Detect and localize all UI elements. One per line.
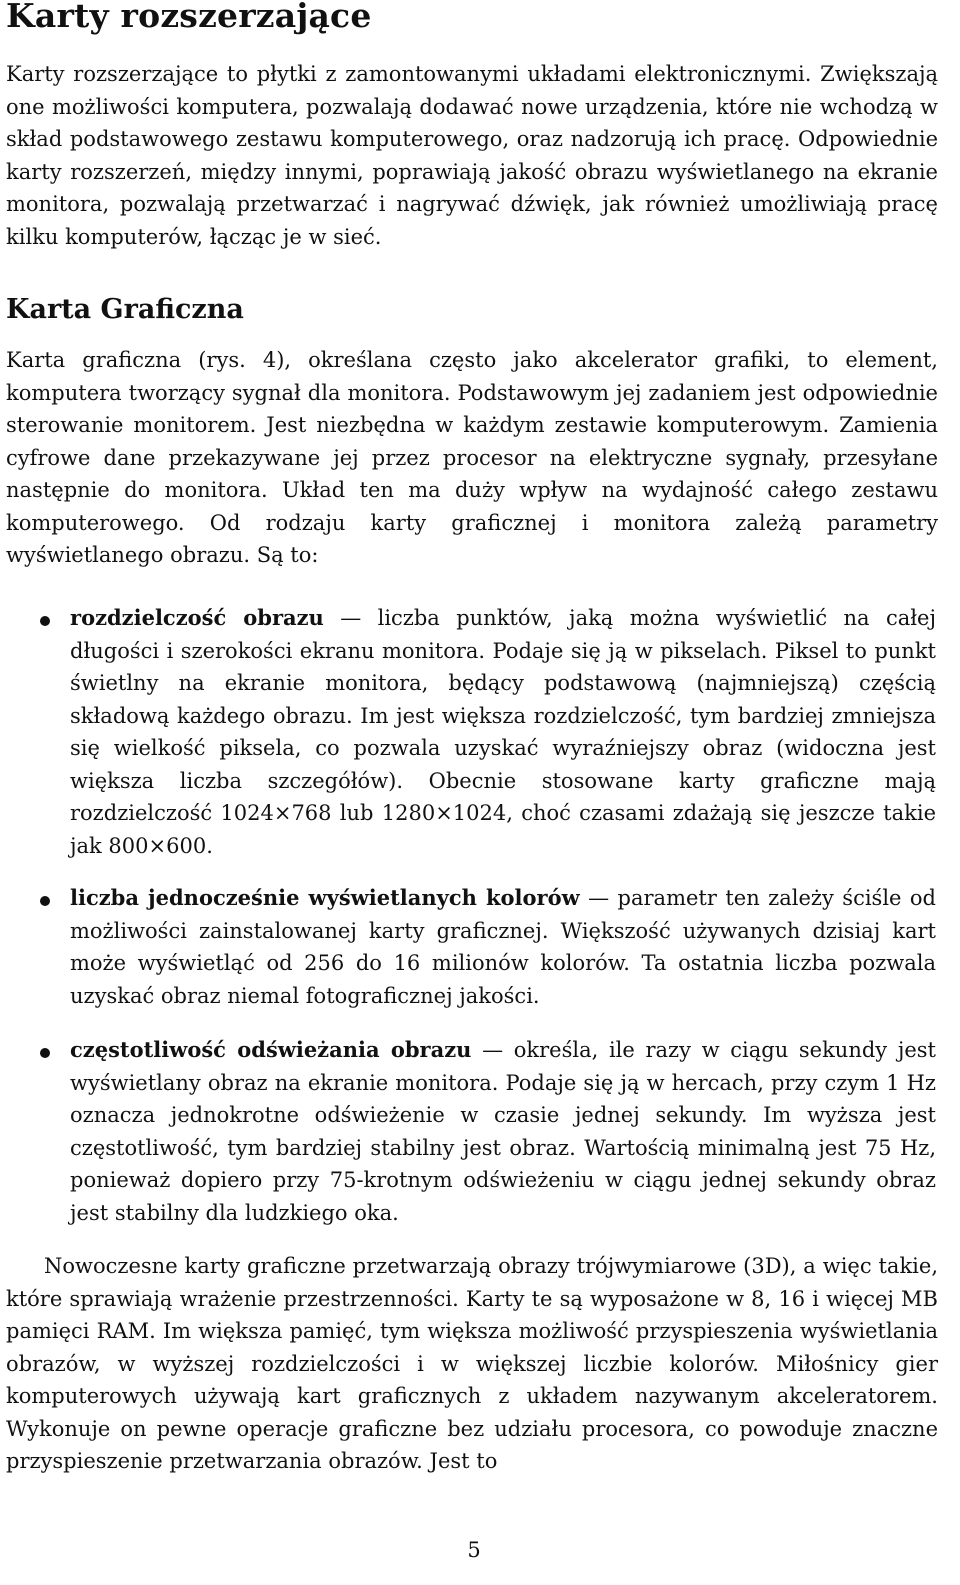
page-title: Karty rozszerzające [6,0,372,35]
bullet-icon [40,896,50,906]
list-item-term: rozdzielczość obrazu [70,605,324,630]
section-heading: Karta Graficzna [6,294,244,325]
list-item-text [70,1034,936,1229]
bullet-icon [40,616,50,626]
list-item-description: — parametr ten zależy ściśle od możliwości zainstalowanej karty graficznej. Większość używanych dzisiaj kart może wyświetląć od 256 do 16 milionów kolorów. Ta ostatnia liczba pozwala uzyskać obraz niemal fotograficznej jakości. [70,886,937,1008]
list-item [6,602,942,862]
closing-paragraph: Nowoczesne karty graficzne przetwarzają obrazy trójwymiarowe (3D), a więc takie, które sprawiają wrażenie przestrzenności. Karty te są wyposażone w 8, 16 i więcej MB pamięci RAM. Im większa pamięć, tym większa możliwość przyspieszenia wyświetlania obrazów, w wyższej rozdzielczości i w większej liczbie kolorów. Miłośnicy gier komputerowych używają kart graficznych z układem nazywanym akceleratorem. Wykonuje on pewne operacje graficzne bez udziału procesora, co powoduje znaczne przyspieszenie przetwarzania obrazów. Jest to [6,1254,938,1473]
list-item-text [70,602,936,862]
page-number: 5 [467,1538,481,1562]
intro-paragraph: Karty rozszerzające to płytki z zamontowanymi układami elektronicznymi. Zwiększają one możliwości komputera, pozwalają dodawać nowe urządzenia, które nie wchodzą w skład podstawowego zestawu komputerowego, oraz nadzorują ich pracę. Odpowiednie karty rozszerzeń, między innymi, poprawiają jakość obrazu wyświetlanego na ekranie monitora, pozwalają przetwarzać i nagrywać dźwięk, jak również umożliwiają pracę kilku komputerów, łącząc je w sieć. [6,62,938,249]
list-item [6,1034,942,1229]
list-item-term: liczba jednocześnie wyświetlanych kolorów [70,885,580,910]
list-item-description: — określa, ile razy w ciągu sekundy jest wyświetlany obraz na ekranie monitora. Podaje się ją w hercach, przy czym 1 Hz oznacza jednokrotne odświeżenie w czasie jednej sekundy. Im wyższa jest częstotliwość, tym bardziej stabilny jest obraz. Wartością minimalną jest 75 Hz, ponieważ dopiero przy 75-krotnym odświeżeniu w ciągu jednej sekundy obraz jest stabilny dla ludzkiego oka. [70,1038,936,1225]
list-item [6,882,942,1012]
list-item-term: częstotliwość odświeżania obrazu [70,1037,472,1062]
list-item-description: — liczba punktów, jaką można wyświetlić na całej długości i szerokości ekranu monitora. Podaje się ją w pikselach. Piksel to punkt świetlny na ekranie monitora, będący podstawową (najmniejszą) częścią składową każdego obrazu. Im jest większa rozdzielczość, tym bardziej zmniejsza się wielkość piksela, co pozwala uzyskać wyraźniejszy obraz (widoczna jest większa liczba szczegółów). Obecnie stosowane karty graficzne mają rozdzielczość 1024×768 lub 1280×1024, choć czasami zdażają się jeszcze takie jak 800×600. [70,606,936,858]
section-intro-paragraph: Karta graficzna (rys. 4), określana często jako akcelerator grafiki, to element, komputera tworzący sygnał dla monitora. Podstawowym jej zadaniem jest odpowiednie sterowanie monitorem. Jest niezbędna w każdym zestawie komputerowym. Zamienia cyfrowe dane przekazywane jej przez procesor na elektryczne sygnały, przesyłane następnie do monitora. Układ ten ma duży wpływ na wydajność całego zestawu komputerowego. Od rodzaju karty graficznej i monitora zależą parametry wyświetlanego obrazu. Są to: [6,348,938,567]
bullet-icon [40,1048,50,1058]
list-item-text [70,882,936,1012]
